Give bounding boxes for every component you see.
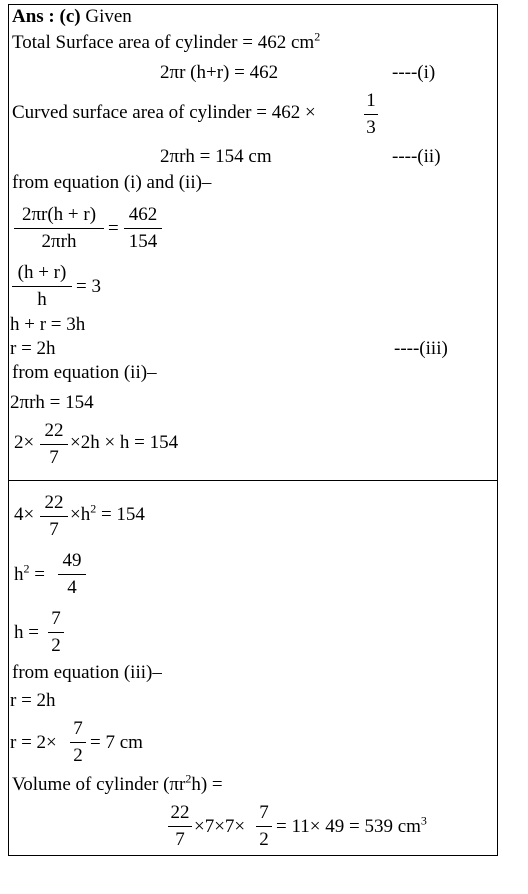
h-num: 7	[51, 608, 61, 629]
fin-num2: 7	[259, 802, 269, 823]
ratio-left-num: 2πr(h + r)	[21, 204, 97, 225]
fin-num1: 22	[170, 802, 190, 823]
r-num: 7	[73, 718, 83, 739]
sub2-prefix: 4×	[14, 504, 35, 525]
h-equals-label: h =	[14, 622, 39, 643]
csa-den: 3	[366, 117, 376, 138]
sub1-fraction	[40, 420, 68, 469]
h-den: 2	[51, 635, 61, 656]
r-equals-2h: r = 2h	[10, 338, 56, 359]
fin-den2: 2	[259, 829, 269, 850]
from-equation-1-2: from equation (i) and (ii)–	[12, 172, 212, 193]
vol-text: Volume of cylinder (πr	[12, 774, 186, 795]
fraction-bar	[168, 826, 192, 827]
sub2-den: 7	[49, 519, 59, 540]
final-fraction-1	[168, 802, 192, 851]
h2-num: 49	[62, 550, 82, 571]
equation-3-tag: ----(iii)	[394, 338, 448, 359]
from-equation-3: from equation (iii)–	[12, 662, 162, 683]
hr-den: h	[37, 289, 47, 310]
fraction-bar	[256, 826, 272, 827]
fin-end: = 11× 49 = 539 cm	[276, 816, 421, 837]
sub1-den: 7	[49, 447, 59, 468]
final-result	[276, 813, 427, 838]
hr-equals: = 3	[76, 276, 101, 297]
r-equals-2h-again: r = 2h	[10, 690, 56, 711]
from-equation-2: from equation (ii)–	[12, 362, 157, 383]
ratio-right-den: 154	[128, 231, 158, 252]
r-den: 2	[73, 745, 83, 766]
volume-line	[12, 771, 223, 796]
r-prefix: r = 2×	[10, 732, 57, 753]
csa-text: Curved surface area of cylinder = 462 ×	[12, 102, 316, 123]
h2-eq: =	[29, 564, 45, 585]
equation-2-tag: ----(ii)	[392, 146, 441, 167]
sub2-fraction	[40, 492, 68, 541]
fraction-bar	[40, 516, 68, 517]
r-result: = 7 cm	[90, 732, 143, 753]
answer-label: Ans : (c)	[12, 6, 81, 27]
fraction-bar	[40, 444, 68, 445]
h2-sup: 2	[23, 561, 30, 576]
ratio-left-fraction	[14, 204, 104, 253]
sub2-num: 22	[44, 492, 64, 513]
sub2-post: ×h	[70, 504, 91, 525]
answer-line	[12, 6, 132, 28]
hr-fraction	[12, 262, 72, 311]
sub2-sup: 2	[90, 501, 97, 516]
h-plus-r-line: h + r = 3h	[10, 314, 86, 335]
fraction-bar	[364, 114, 378, 115]
ratio-right-num: 462	[128, 204, 158, 225]
fin-sup: 3	[420, 813, 427, 828]
h-squared-line	[14, 561, 45, 586]
fraction-bar	[58, 574, 86, 575]
vol-end: h) =	[191, 774, 223, 795]
final-fraction-2	[256, 802, 272, 851]
final-middle: ×7×7×	[194, 816, 246, 837]
ratio-equals: =	[108, 218, 119, 239]
r-fraction	[70, 718, 86, 767]
given-label: Given	[85, 6, 132, 27]
sub1-num: 22	[44, 420, 64, 441]
fraction-bar	[124, 228, 162, 229]
sub1-suffix: ×2h × h = 154	[70, 432, 179, 453]
fraction-bar	[14, 228, 104, 229]
equation-2-repeat: 2πrh = 154	[10, 392, 94, 413]
csa-num: 1	[366, 90, 376, 111]
sub2-end: = 154	[96, 504, 145, 525]
vol-sup: 2	[185, 771, 192, 786]
sub1-prefix: 2×	[14, 432, 35, 453]
equation-1-tag: ----(i)	[392, 62, 436, 83]
equation-2: 2πrh = 154 cm	[160, 146, 272, 167]
equation-1: 2πr (h+r) = 462	[160, 62, 279, 83]
ratio-right-fraction	[124, 204, 162, 253]
fraction-bar	[70, 742, 86, 743]
fraction-bar	[12, 286, 72, 287]
hr-num: (h + r)	[17, 262, 67, 283]
fraction-bar	[48, 632, 64, 633]
h2-pre: h	[14, 564, 24, 585]
csa-fraction	[364, 90, 378, 139]
tsa-text: Total Surface area of cylinder = 462 cm	[12, 32, 315, 53]
tsa-line	[12, 29, 321, 54]
tsa-sup: 2	[314, 29, 321, 44]
ratio-left-den: 2πrh	[41, 231, 77, 252]
sub2-suffix	[70, 501, 145, 526]
h2-den: 4	[67, 577, 77, 598]
h-fraction	[48, 608, 64, 657]
fin-den1: 7	[175, 829, 185, 850]
h2-fraction	[58, 550, 86, 599]
